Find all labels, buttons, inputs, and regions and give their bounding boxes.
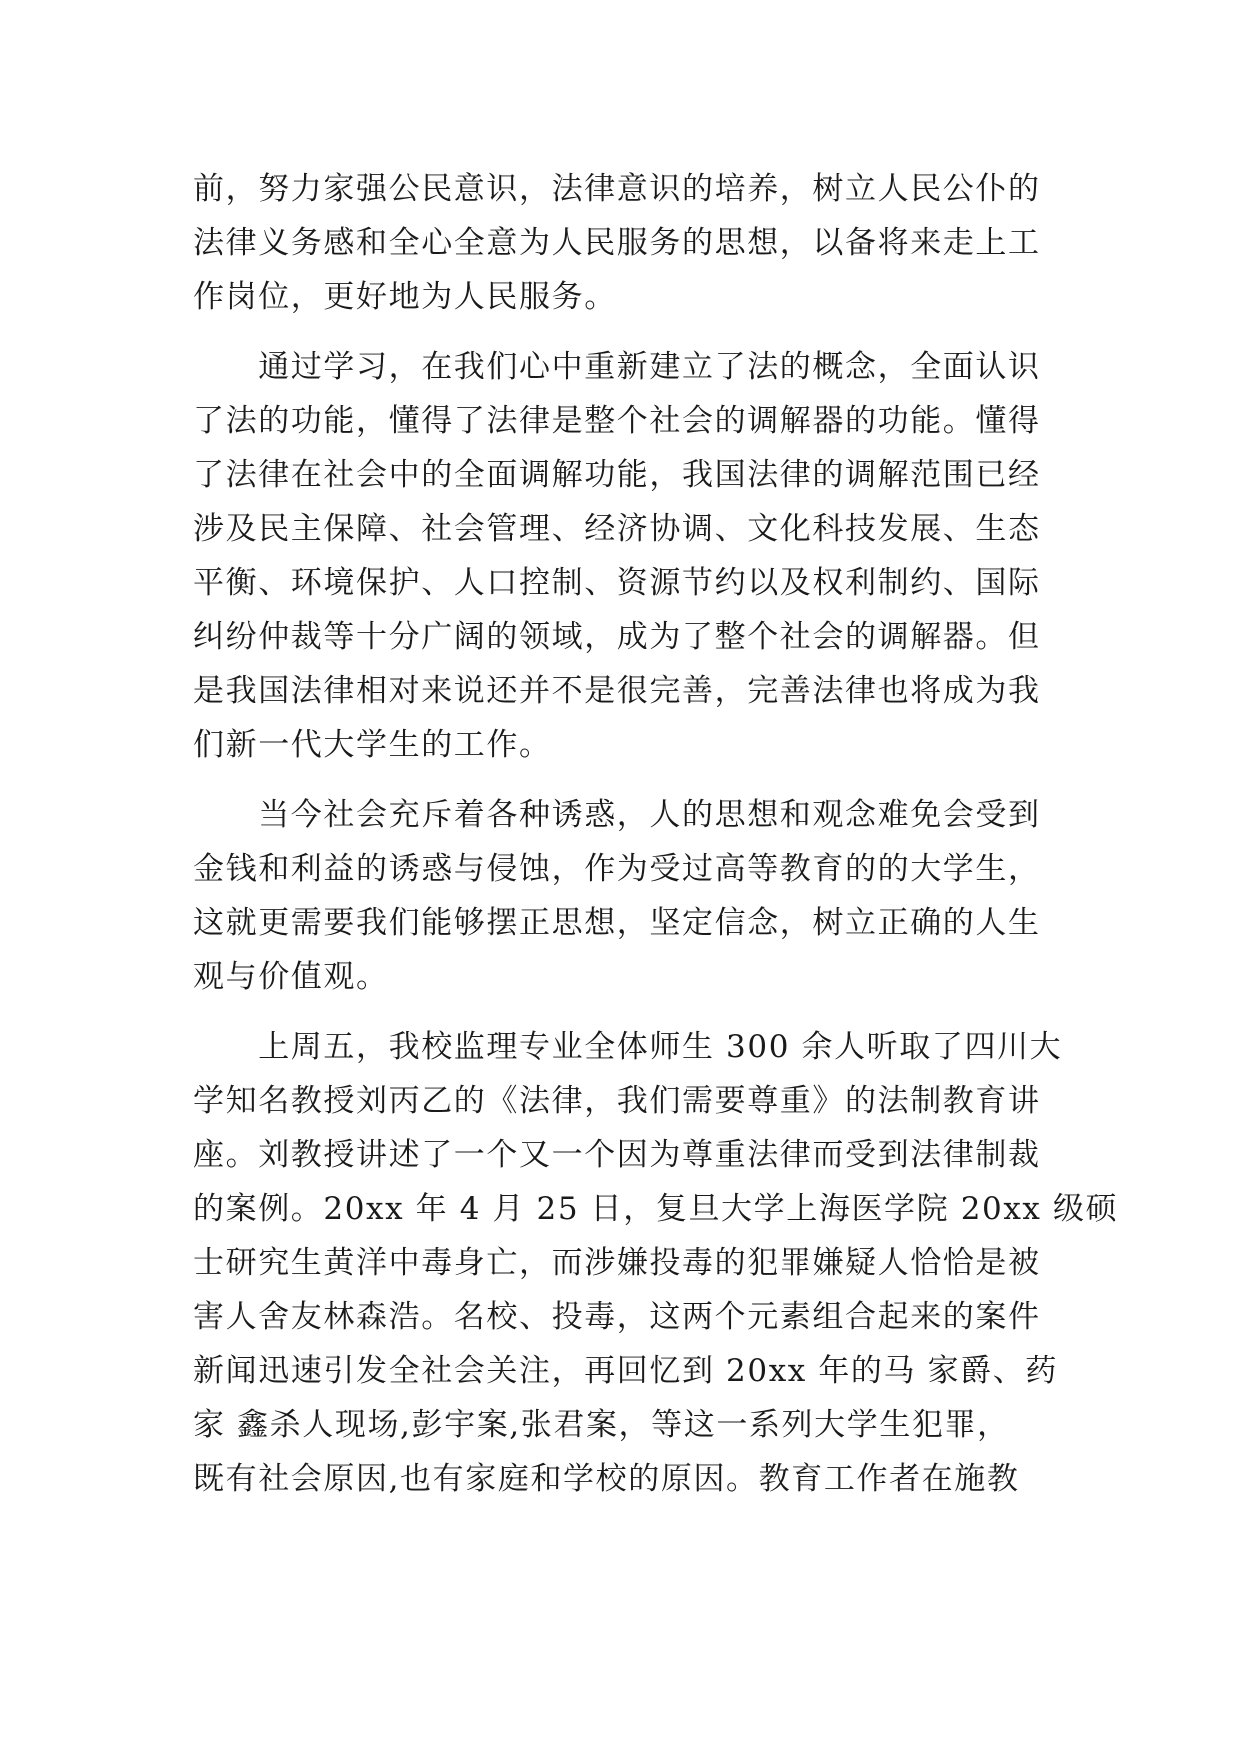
text-line: 士研究生黄洋中毒身亡，而涉嫌投毒的犯罪嫌疑人恰恰是被 xyxy=(193,1245,1041,1281)
text-line: 新闻迅速引发全社会关注，再回忆到 20xx 年的马 家爵、药 xyxy=(193,1353,1058,1389)
text-line: 的案例。20xx 年 4 月 25 日，复旦大学上海医学院 20xx 级硕 xyxy=(193,1191,1119,1227)
text-line: 金钱和利益的诱惑与侵蚀，作为受过高等教育的的大学生， xyxy=(193,851,1041,887)
text-line: 既有社会原因,也有家庭和学校的原因。教育工作者在施教 xyxy=(193,1461,1020,1497)
paragraph-2 xyxy=(193,340,1059,772)
text-line: 是我国法律相对来说还并不是很完善，完善法律也将成为我 xyxy=(193,673,1041,709)
text-line: 作岗位，更好地为人民服务。 xyxy=(193,279,617,315)
text-line: 法律义务感和全心全意为人民服务的思想，以备将来走上工 xyxy=(193,225,1041,261)
paragraph-1 xyxy=(193,162,1059,324)
text-line: 涉及民主保障、社会管理、经济协调、文化科技发展、生态 xyxy=(193,511,1041,547)
text-line: 当今社会充斥着各种诱惑，人的思想和观念难免会受到 xyxy=(193,797,1041,833)
text-line: 观与价值观。 xyxy=(193,959,389,995)
text-line: 害人舍友林森浩。名校、投毒，这两个元素组合起来的案件 xyxy=(193,1299,1041,1335)
text-line: 们新一代大学生的工作。 xyxy=(193,727,552,763)
text-line: 学知名教授刘丙乙的《法律，我们需要尊重》的法制教育讲 xyxy=(193,1083,1041,1119)
text-line: 纠纷仲裁等十分广阔的领域，成为了整个社会的调解器。但 xyxy=(193,619,1041,655)
text-line: 前，努力家强公民意识，法律意识的培养，树立人民公仆的 xyxy=(193,171,1041,207)
body-text xyxy=(193,162,1119,1506)
text-line: 了法的功能，懂得了法律是整个社会的调解器的功能。懂得 xyxy=(193,403,1041,439)
text-line: 平衡、环境保护、人口控制、资源节约以及权利制约、国际 xyxy=(193,565,1041,601)
text-line: 通过学习，在我们心中重新建立了法的概念，全面认识 xyxy=(193,349,1041,385)
text-line: 了法律在社会中的全面调解功能，我国法律的调解范围已经 xyxy=(193,457,1041,493)
text-line: 上周五，我校监理专业全体师生 300 余人听取了四川大 xyxy=(193,1029,1063,1065)
paragraph-3 xyxy=(193,788,1059,1004)
text-line: 这就更需要我们能够摆正思想，坚定信念，树立正确的人生 xyxy=(193,905,1041,941)
text-line: 座。刘教授讲述了一个又一个因为尊重法律而受到法律制裁 xyxy=(193,1137,1041,1173)
text-line: 家 鑫杀人现场,彭宇案,张君案，等这一系列大学生犯罪， xyxy=(193,1407,1010,1443)
paragraph-4 xyxy=(193,1020,1119,1506)
